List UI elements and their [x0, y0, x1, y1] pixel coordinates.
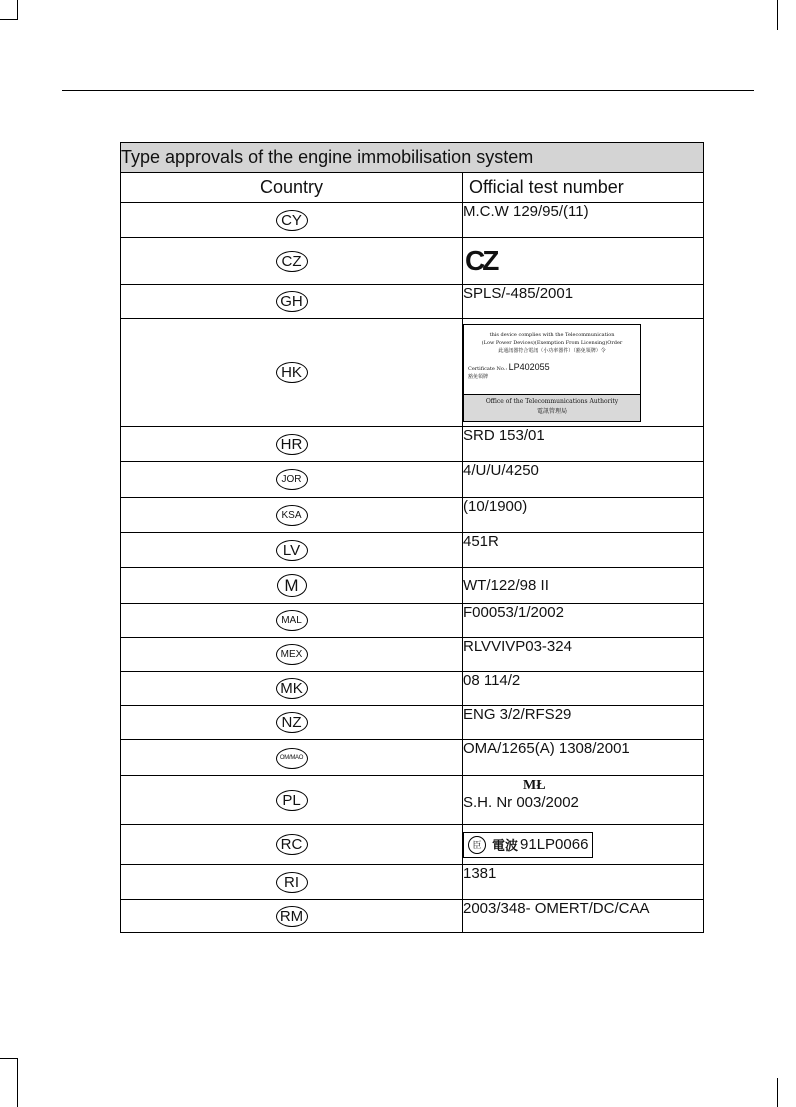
test-number: SRD 153/01	[463, 427, 704, 462]
crop-mark-top-right-v	[777, 0, 778, 30]
pl-approval-mark: MŁ	[523, 778, 546, 793]
rc-approval-label	[463, 832, 593, 858]
table-row	[121, 638, 704, 672]
country-code: NZ	[276, 712, 308, 733]
crop-mark-bottom-left-h	[0, 1058, 18, 1059]
hk-cert-line4: 豁免領牌	[468, 373, 489, 380]
country-code: MK	[276, 678, 308, 699]
test-number: SPLS/-485/2001	[463, 285, 704, 319]
table-title: Type approvals of the engine immobilisation system	[121, 143, 704, 173]
hk-certificate-label	[463, 324, 641, 422]
test-number: (10/1900)	[463, 498, 704, 533]
test-number: 4/U/U/4250	[463, 462, 704, 498]
test-number: 2003/348- OMERT/DC/CAA	[463, 900, 704, 933]
table-row	[121, 672, 704, 706]
country-code: MAL	[276, 610, 308, 631]
table-row	[121, 285, 704, 319]
country-code: CY	[276, 210, 308, 231]
table-row	[121, 706, 704, 740]
country-code: PL	[276, 790, 308, 811]
header-rule	[62, 90, 754, 91]
country-code: RI	[276, 872, 308, 893]
hk-cert-line1: this device complies with the Telecommunication	[489, 331, 615, 338]
hk-cert-no-label: Certificate No.:	[468, 365, 508, 372]
table-row	[121, 462, 704, 498]
table-row	[121, 427, 704, 462]
country-code: KSA	[276, 505, 308, 526]
table-row	[121, 498, 704, 533]
test-number: M.C.W 129/95/(11)	[463, 203, 704, 238]
table-row	[121, 900, 704, 933]
country-column-header: Country	[121, 173, 463, 203]
hk-cert-footer-en: Office of the Telecommunications Authority	[485, 397, 619, 405]
hk-cert-line3: 此通訊器符合電訊（小功率器件）（豁免領牌）令	[498, 347, 606, 354]
rc-label-text: 電波	[492, 838, 519, 853]
country-code: HK	[276, 362, 308, 383]
table-row	[121, 776, 704, 825]
table-row	[121, 825, 704, 865]
crop-mark-top-left-v	[17, 0, 18, 20]
country-code: LV	[276, 540, 308, 561]
type-approvals-table	[120, 142, 704, 933]
hk-cert-no: LP402055	[508, 361, 550, 372]
country-code: RC	[276, 834, 308, 855]
rc-number: 91LP0066	[520, 836, 589, 853]
table-row	[121, 203, 704, 238]
cz-approval-logo: CZ	[465, 245, 497, 276]
country-code: MEX	[276, 644, 308, 665]
hk-cert-footer-cn: 電訊管理局	[536, 407, 567, 415]
test-number: OMA/1265(A) 1308/2001	[463, 740, 704, 776]
country-code: HR	[276, 434, 308, 455]
test-number: ENG 3/2/RFS29	[463, 706, 704, 740]
number-column-header: Official test number	[463, 173, 704, 203]
test-number: 08 114/2	[463, 672, 704, 706]
table-row	[121, 865, 704, 900]
hk-cert-line2: (Low Power Devices)(Exemption From Licensing)Order	[481, 339, 623, 346]
crop-mark-top-left-h	[0, 19, 18, 20]
table-row	[121, 740, 704, 776]
test-number: 1381	[463, 865, 704, 900]
rc-emblem-icon: 臣	[468, 836, 486, 854]
table-row	[121, 533, 704, 568]
table-row	[121, 319, 704, 427]
test-number: S.H. Nr 003/2002	[463, 794, 579, 811]
crop-mark-bottom-left-v	[17, 1058, 18, 1107]
country-code: M	[277, 574, 307, 597]
table-row	[121, 238, 704, 285]
test-number: RLVVIVP03-324	[463, 638, 704, 672]
test-number: WT/122/98 II	[463, 568, 704, 604]
crop-mark-bottom-right-v	[777, 1078, 778, 1107]
country-code: RM	[276, 906, 308, 927]
country-code: OM/MAO	[276, 748, 308, 769]
test-number: F00053/1/2002	[463, 604, 704, 638]
country-code: GH	[276, 291, 308, 312]
table-row	[121, 604, 704, 638]
table-row	[121, 568, 704, 604]
test-number: 451R	[463, 533, 704, 568]
country-code: CZ	[276, 251, 308, 272]
country-code: JOR	[276, 469, 308, 490]
